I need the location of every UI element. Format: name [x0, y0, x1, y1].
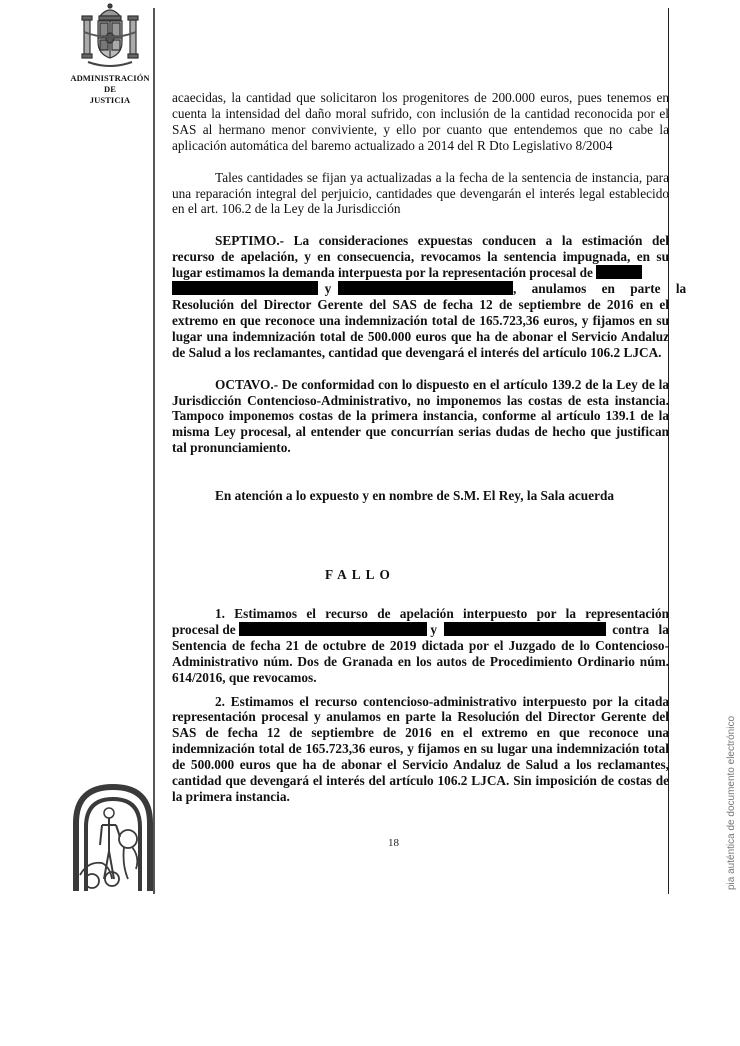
left-margin-rule: [153, 8, 155, 894]
fallo-body: [172, 606, 669, 805]
fallo-item-1: [172, 606, 669, 686]
redacted-name: [172, 281, 318, 295]
fallo-title: FALLO: [325, 567, 395, 582]
redacted-name: [338, 281, 513, 295]
fallo-1-rest: Sentencia de fecha 21 de octubre de 2019 dictada por el Juzgado de lo Contencioso-Administrativo núm. Dos de Granada en los autos de Procedimiento Ordinario núm. 614/2016, que revocamos.: [172, 637, 669, 685]
fallo-item-2: 2. Estimamos el recurso contencioso-administrativo interpuesto por la citada representación procesal y anulamos en parte la Resolución del Director Gerente del SAS de fecha 12 de septiembre de 2016 en el extremo en que reconoce una indemnización total de 165.723,36 euros, y fijamos en su lugar una indemnización total de 500.000 euros que ha de abonar el Servicio Andaluz de Salud a los reclamantes, cantidad que devengará el interés del artículo 106.2 LJCA. Sin imposición de costas de la primera instancia.: [172, 693, 669, 804]
electronic-copy-note: pia auténtica de documento electrónico: [726, 715, 737, 890]
organization-name: [64, 73, 156, 106]
spanish-coat-of-arms-icon: [78, 2, 142, 72]
septimo-line-3-text: lugar estimamos la demanda interpuesta por la representación procesal de: [172, 265, 593, 281]
fallo-1-suffix: contra la: [612, 621, 669, 637]
section-septimo: [172, 233, 687, 360]
org-line-1: ADMINISTRACIÓN: [70, 73, 150, 83]
atencion-line: En atención a lo expuesto y en nombre de S.M. El Rey, la Sala acuerda: [215, 488, 615, 504]
septimo-line-1: SEPTIMO.- La consideraciones expuestas conducen a la estimación del: [215, 233, 669, 249]
septimo-line-4-tail: , anulamos en parte la: [512, 281, 687, 297]
septimo-line-3: [172, 265, 669, 281]
page-number: 18: [388, 837, 399, 849]
junta-de-andalucia-hercules-lions-icon: [72, 783, 154, 893]
org-line-3: JUSTICIA: [89, 95, 131, 105]
fallo-1-joiner: y: [430, 621, 437, 637]
section-octavo: OCTAVO.- De conformidad con lo dispuesto en el artículo 139.2 de la Ley de la Jurisdicción Contencioso-Administrativo, no imponemos las costas de esta instancia. Tampoco imponemos costas de la primera instancia, conforme al artículo 139.1 de la misma Ley procesal, al entender que concurrían serias dudas de hecho que justifican tal pronunciamiento.: [172, 376, 669, 456]
septimo-line-4: [172, 281, 687, 297]
redacted-name: [444, 622, 606, 636]
septimo-line-2: recurso de apelación, y en consecuencia, revocamos la sentencia impugnada, en su: [172, 249, 669, 265]
org-line-2: DE: [103, 84, 116, 94]
fallo-1-line-1: 1. Estimamos el recurso de apelación interpuesto por la representación: [215, 606, 669, 621]
redacted-name: [239, 622, 427, 636]
document-body: [172, 90, 687, 504]
redacted-name: [596, 265, 642, 279]
septimo-joiner: y: [324, 281, 332, 297]
fallo-1-line-2: [172, 622, 669, 638]
fallo-1-prefix: procesal de: [172, 621, 236, 637]
paragraph-updated-amounts: Tales cantidades se fijan ya actualizadas a la fecha de la sentencia de instancia, para una reparación integral del perjuicio, cantidades que devengarán el interés legal establecido en el art. 106.2 de la Ley de la Jurisdicción: [172, 169, 669, 217]
paragraph-damages-amount: acaecidas, la cantidad que solicitaron los progenitores de 200.000 euros, pues tenemos en cuenta la intensidad del daño moral sufrido, con inclusión de la cantidad reconocida por el SAS al hermano menor conviviente, y ello por cuanto que entendemos que no cabe la aplicación automática del baremo actualizado a 2014 del R Dto Legislativo 8/2004: [172, 90, 669, 153]
septimo-rest: Resolución del Director Gerente del SAS de fecha 12 de septiembre de 2016 en el extremo en que reconoce una indemnización total de 165.723,36 euros, y fijamos en su lugar una indemnización total de 500.000 euros que ha de abonar el Servicio Andaluz de Salud a los reclamantes, cantidad que devengará el interés del artículo 106.2 LJCA.: [172, 296, 669, 360]
